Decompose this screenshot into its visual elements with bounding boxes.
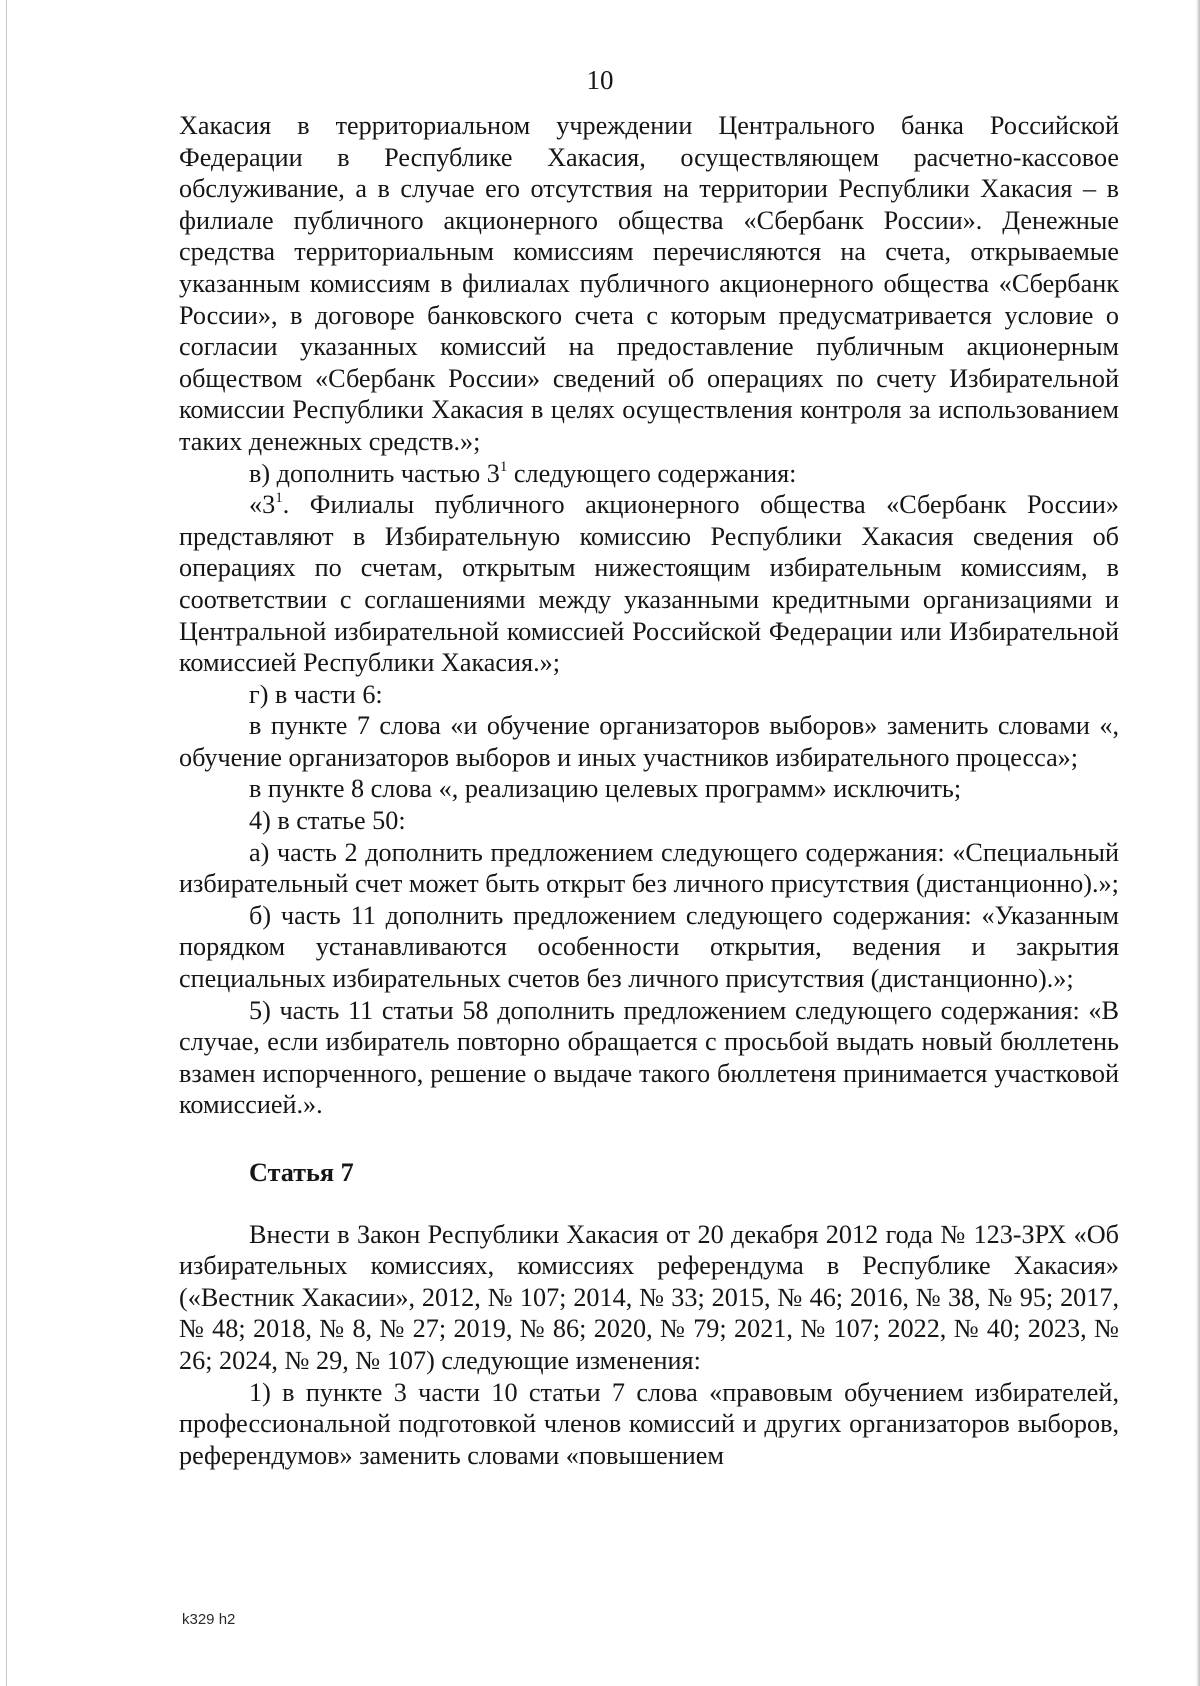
paragraph-amendment-v <box>179 458 1119 490</box>
scan-edge-left <box>6 0 7 1686</box>
paragraph-part-3-1 <box>179 489 1119 679</box>
page-number: 10 <box>586 65 614 95</box>
amendment-v-text-end: следующего содержания: <box>507 458 797 488</box>
paragraph-point-7: в пункте 7 слова «и обучение организаторов выборов» заменить словами «, обучение организаторов выборов и иных участников избирательного процесса»; <box>179 711 1119 772</box>
document-body <box>179 110 1119 1471</box>
article-heading: Статья 7 <box>249 1158 354 1187</box>
paragraph-amendment-a: а) часть 2 дополнить предложением следующего содержания: «Специальный избирательный счет может быть открыт без личного присутствия (дистанционно).»; <box>179 837 1119 899</box>
paragraph-amendment-g: г) в части 6: <box>249 679 383 709</box>
footer-document-code: k329 h2 <box>182 1611 236 1628</box>
paragraph-article-58: 5) часть 11 статьи 58 дополнить предложением следующего содержания: «В случае, если избиратель повторно обращается с просьбой выдать новый бюллетень взамен испорченного, решение о выдаче такого бюллетеня принимается участковой комиссией.». <box>179 995 1119 1120</box>
amendment-v-superscript: 1 <box>499 458 508 475</box>
paragraph-law-amendment: Внести в Закон Республики Хакасия от 20 декабря 2012 года № 123-ЗРХ «Об избирательных комиссиях, комиссиях референдума в Республике Хакасия» («Вестник Хакасии», 2012, № 107; 2014, № 33; 2015, № 46; 2016, № 38, № 95; 2017, № 48; 2018, № 8, № 27; 2019, № 86; 2020, № 79; 2021, № 107; 2022, № 40; 2023, № 26; 2024, № 29, № 107) следующие изменения: <box>179 1219 1119 1375</box>
paragraph-point-3-article-7: 1) в пункте 3 части 10 статьи 7 слова «правовым обучением избирателей, профессиональной подготовкой членов комиссий и других организаторов выборов, референдумов» заменить словами «повышением <box>179 1377 1119 1470</box>
paragraph-point-8: в пункте 8 слова «, реализацию целевых программ» исключить; <box>249 774 962 804</box>
paragraph-article-50: 4) в статье 50: <box>249 806 406 836</box>
amendment-v-text: в) дополнить частью 3 <box>249 458 500 488</box>
paragraph-continuation: Хакасия в территориальном учреждении Центрального банка Российской Федерации в Республике Хакасия, осуществляющем расчетно-кассовое обслуживание, а в случае его отсутствия на территории Республики Хакасия – в филиале публичного акционерного общества «Сбербанк России». Денежные средства территориальным комиссиям перечисляются на счета, открываемые указанным комиссиям в филиалах публичного акционерного общества «Сбербанк России», в договоре банковского счета с которым предусматривается условие о согласии указанных комиссий на предоставление публичным акционерным обществом «Сбербанк России» сведений об операциях по счету Избирательной комиссии Республики Хакасия в целях осуществления контроля за использованием таких денежных средств.»; <box>179 111 1119 456</box>
paragraph-amendment-b: б) часть 11 дополнить предложением следующего содержания: «Указанным порядком устанавливаются особенности открытия, ведения и закрытия специальных избирательных счетов без личного присутствия (дистанционно).»; <box>179 900 1119 994</box>
part-3-1-superscript: 1 <box>275 490 283 507</box>
scan-edge-right <box>1196 0 1200 1686</box>
part-3-1-text-end: . Филиалы публичного акционерного общества «Сбербанк России» представляют в Избирательную комиссию Республики Хакасия сведения об операциях по счетам, открытым нижестоящим избирательным комиссиям, в соответствии с соглашениями между указанными кредитными организациями и Центральной избирательной комиссией Российской Федерации или Избирательной комиссией Республики Хакасия.»; <box>179 490 1119 678</box>
part-3-1-text: «3 <box>249 490 276 520</box>
